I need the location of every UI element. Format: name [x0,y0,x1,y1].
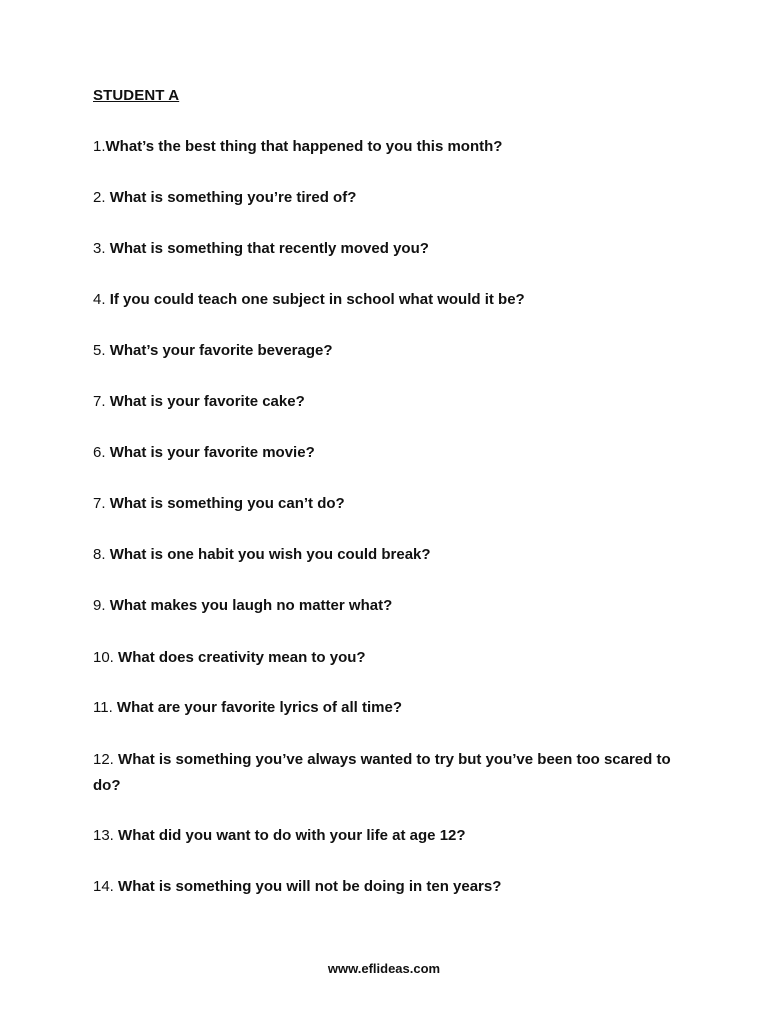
question-13 [93,747,683,799]
question-1 [93,134,683,160]
question-text: What does creativity mean to you? [118,649,366,666]
question-9 [93,542,683,568]
question-5 [93,338,683,364]
question-number: 2. [93,189,110,206]
question-number: 12. [93,751,119,768]
question-number: 1. [93,138,106,155]
question-number: 6. [93,444,110,461]
question-text: What is your favorite cake? [109,393,305,410]
footer-website: www.eflideas.com [327,961,441,976]
question-number: 14. [93,878,119,895]
question-text: What did you want to do with your life at age 12? [118,827,466,844]
question-12 [93,695,683,721]
question-number: 5. [93,342,110,359]
question-number: 8. [93,546,110,563]
question-number: 7. [93,393,110,410]
question-number: 9. [93,597,110,614]
question-3 [93,236,683,262]
question-text: What’s your favorite beverage? [109,342,333,359]
question-text: What is your favorite movie? [109,444,315,461]
question-text: What’s the best thing that happened to you this month? [105,138,503,155]
question-number: 3. [93,240,110,257]
question-text: What is something you’re tired of? [109,189,357,206]
question-7 [93,440,683,466]
question-text: What is something you can’t do? [109,495,345,512]
question-text: If you could teach one subject in school what would it be? [109,291,525,308]
question-number: 7. [93,495,110,512]
question-6 [93,389,683,415]
question-11 [93,645,683,671]
question-2 [93,185,683,211]
page-heading: STUDENT A [93,87,180,104]
question-15 [93,874,683,900]
question-number: 4. [93,291,110,308]
question-number: 11. [93,699,117,716]
question-number: 10. [93,649,119,666]
question-8 [93,491,683,517]
question-number: 13. [93,827,119,844]
question-text: What is something you’ve always wanted to try but you’ve been too scared to do? [93,751,671,794]
question-text: What is one habit you wish you could break? [109,546,431,563]
question-14 [93,823,683,849]
question-text: What are your favorite lyrics of all time? [116,699,402,716]
question-4 [93,287,683,313]
question-text: What makes you laugh no matter what? [109,597,393,614]
question-10 [93,593,683,619]
question-text: What is something that recently moved you? [109,240,429,257]
question-text: What is something you will not be doing in ten years? [118,878,502,895]
